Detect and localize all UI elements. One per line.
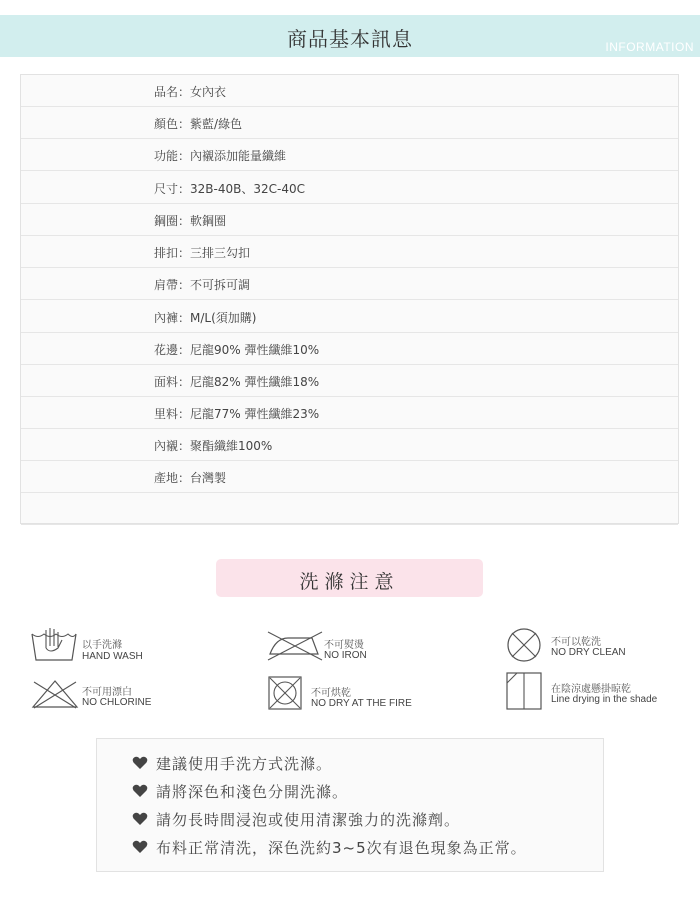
care-zh: 不可熨燙	[324, 640, 364, 651]
care-zh: 不可用漂白	[82, 687, 132, 698]
hand-wash-icon	[30, 626, 78, 664]
note-text: 布料正常清洗，深色洗約3~5次有退色現象為正常。	[156, 839, 527, 857]
spec-text: 顏色：紫藍/綠色	[154, 117, 243, 131]
wash-title: 洗滌注意	[299, 571, 400, 593]
wash-banner	[216, 559, 483, 597]
heart-icon	[132, 812, 148, 826]
care-hand-wash	[30, 626, 190, 666]
spec-text: 尺寸：32B-40B、32C-40C	[154, 182, 305, 196]
line-dry-shade-icon	[505, 671, 543, 711]
care-en: NO CHLORINE	[82, 697, 152, 708]
care-en: Line drying in the shade	[551, 694, 658, 705]
spec-row	[21, 204, 678, 236]
spec-text: 排扣：三排三勾扣	[154, 246, 251, 260]
heart-icon	[132, 756, 148, 770]
spec-row	[21, 429, 678, 461]
care-no-iron	[266, 630, 406, 666]
spec-row	[21, 107, 678, 139]
spec-row	[21, 397, 678, 429]
spec-text: 花邊：尼龍90% 彈性纖維10%	[154, 343, 320, 357]
care-no-dry-clean	[505, 626, 665, 666]
care-zh: 不可烘乾	[311, 688, 351, 699]
info-banner	[0, 15, 700, 57]
care-no-tumble-dry	[267, 675, 437, 711]
care-en: NO DRY AT THE FIRE	[311, 698, 412, 709]
no-chlorine-icon	[30, 678, 80, 710]
page-subtitle: INFORMATION	[605, 40, 694, 54]
spec-row	[21, 301, 678, 333]
care-en: NO IRON	[324, 650, 367, 661]
heart-icon	[132, 840, 148, 854]
care-line-dry-shade	[505, 671, 680, 713]
spec-row	[21, 139, 678, 171]
care-zh: 不可以乾洗	[551, 637, 601, 648]
spec-row	[21, 333, 678, 365]
spec-text: 鋼圈：軟鋼圈	[154, 214, 227, 228]
no-iron-icon	[266, 630, 324, 662]
note-text: 請勿長時間浸泡或使用清潔強力的洗滌劑。	[156, 811, 461, 829]
spec-row	[21, 461, 678, 493]
care-zh: 以手洗滌	[82, 640, 122, 651]
spec-text: 內褲：M/L(須加購)	[154, 311, 257, 325]
spec-text: 品名：女內衣	[154, 85, 227, 99]
spec-row	[21, 172, 678, 204]
spec-row	[21, 236, 678, 268]
care-no-chlorine	[30, 678, 190, 712]
spec-row	[21, 268, 678, 300]
spec-text: 肩帶：不可拆可調	[154, 278, 251, 292]
spec-table	[20, 74, 679, 524]
spec-row	[21, 75, 678, 107]
page-title: 商品基本訊息	[287, 27, 413, 51]
heart-icon	[132, 784, 148, 798]
care-en: HAND WASH	[82, 651, 143, 662]
care-notes-box	[96, 738, 604, 872]
spec-text: 面料：尼龍82% 彈性纖維18%	[154, 375, 320, 389]
spec-row-empty	[21, 493, 678, 525]
note-text: 請將深色和淺色分開洗滌。	[156, 783, 349, 801]
no-tumble-dry-icon	[267, 675, 303, 711]
spec-text: 產地：台灣製	[154, 471, 227, 485]
no-dry-clean-icon	[505, 626, 545, 666]
care-en: NO DRY CLEAN	[551, 647, 626, 658]
spec-row	[21, 365, 678, 397]
spec-text: 內襯：聚酯纖維100%	[154, 439, 273, 453]
spec-text: 里料：尼龍77% 彈性纖維23%	[154, 407, 320, 421]
spec-text: 功能：內襯添加能量纖維	[154, 149, 287, 163]
care-zh: 在陰涼處懸掛晾乾	[551, 684, 631, 695]
note-text: 建議使用手洗方式洗滌。	[156, 755, 333, 773]
